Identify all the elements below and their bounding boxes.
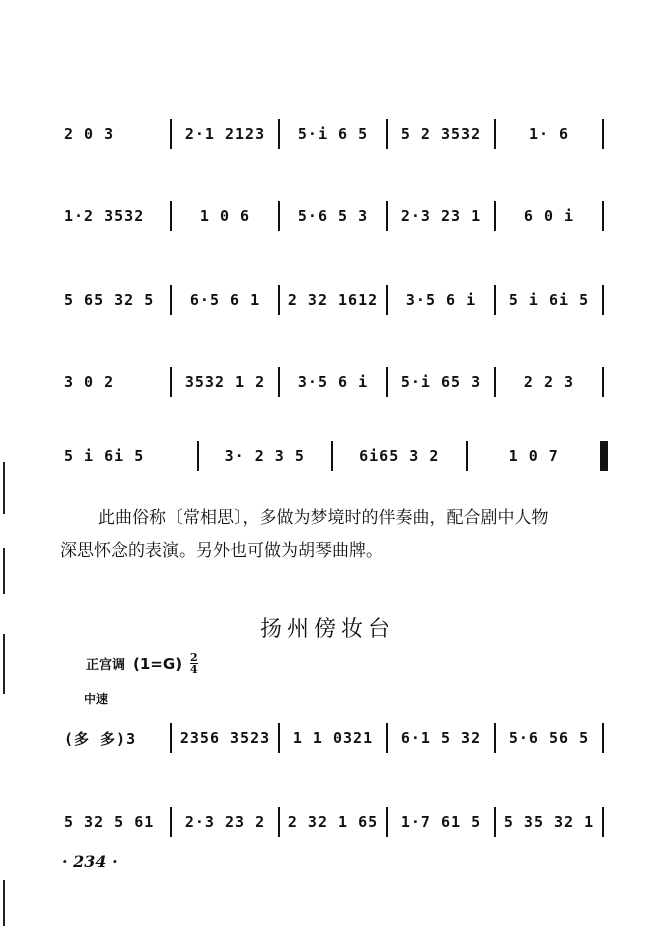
- measure: 5 2 3532: [400, 125, 482, 143]
- scan-edge-mark: [3, 880, 5, 926]
- measure: 3532 1 2: [184, 373, 266, 391]
- note-line: 深思怀念的表演。另外也可做为胡琴曲牌。: [60, 541, 383, 561]
- tempo-marking: 中速: [84, 692, 109, 706]
- scan-edge-mark: [3, 548, 5, 594]
- measure: 5 32 5 61: [64, 813, 155, 831]
- measure: 3· 2 3 5: [224, 447, 305, 465]
- note-line: 此曲俗称〔常相思〕，多做为梦境时的伴奏曲，配合剧中人物: [98, 508, 549, 528]
- measure: 2 32 1 65: [287, 813, 379, 831]
- measure: 3·5 6 i: [405, 291, 477, 309]
- time-signature: [190, 652, 198, 675]
- measure: 5 35 32 1: [503, 813, 595, 831]
- barline: [602, 119, 604, 149]
- score-row-6: [64, 718, 604, 758]
- final-barline: [600, 441, 604, 471]
- score-row-1: [64, 114, 604, 154]
- measure: 6·1 5 32: [400, 729, 482, 747]
- measure: 1 0 7: [508, 447, 559, 465]
- measure: 2 2 3: [523, 373, 575, 391]
- measure: 5·6 5 3: [297, 207, 369, 225]
- measure: 5·6 56 5: [508, 729, 590, 747]
- scan-edge-mark: [3, 634, 5, 694]
- time-signature-bottom: 4: [190, 663, 198, 676]
- explanatory-note: [60, 502, 614, 568]
- measure: 3 0 2: [64, 373, 115, 391]
- page-number: · 234 ·: [62, 852, 118, 871]
- measure: 2 32 1612: [287, 291, 379, 309]
- measure: 1·2 3532: [64, 207, 145, 225]
- measure: 2·3 23 2: [184, 813, 266, 831]
- tune-title: 扬州傍妆台: [259, 617, 395, 642]
- barline: [602, 367, 604, 397]
- score-row-2: [64, 196, 604, 236]
- time-signature-top: 2: [190, 651, 198, 664]
- measure: 6 0 i: [523, 207, 575, 225]
- score-row-5: [64, 436, 604, 476]
- measure: 1 0 6: [199, 207, 251, 225]
- measure: 2 0 3: [64, 125, 115, 143]
- measure: 5·i 6 5: [297, 125, 369, 143]
- key-signature: (1=G): [133, 654, 183, 673]
- barline: [602, 201, 604, 231]
- measure: 6i65 3 2: [359, 447, 440, 465]
- score-row-3: [64, 280, 604, 320]
- measure: 2356 3523: [179, 729, 271, 747]
- measure: 1·7 61 5: [400, 813, 482, 831]
- score-row-4: [64, 362, 604, 402]
- measure: 3·5 6 i: [297, 373, 369, 391]
- mode-label: 正宫调: [86, 658, 126, 673]
- barline: [602, 285, 604, 315]
- scan-edge-mark: [3, 462, 5, 514]
- measure: 2·3 23 1: [400, 207, 482, 225]
- barline: [602, 807, 604, 837]
- barline: [602, 723, 604, 753]
- measure: 5 65 32 5: [64, 291, 155, 309]
- score-row-7: [64, 802, 604, 842]
- key-signature-line: [86, 652, 198, 675]
- measure: 1 1 0321: [292, 729, 374, 747]
- measure: 5·i 65 3: [400, 373, 482, 391]
- measure: (多 多)3: [64, 729, 137, 748]
- measure: 2·1 2123: [184, 125, 266, 143]
- measure: 1· 6: [528, 125, 570, 143]
- measure: 6·5 6 1: [189, 291, 261, 309]
- measure: 5 i 6i 5: [508, 291, 590, 309]
- measure: 5 i 6i 5: [64, 447, 145, 465]
